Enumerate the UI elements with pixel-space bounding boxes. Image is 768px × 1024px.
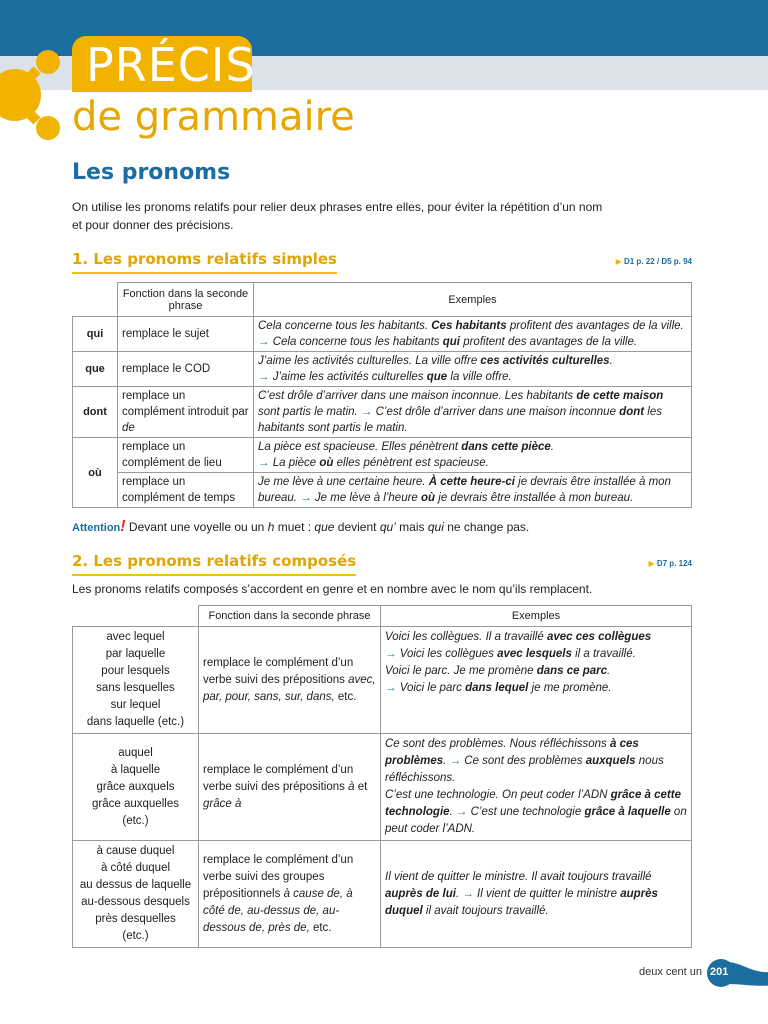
table-row — [73, 734, 692, 841]
page-number: 201 — [710, 966, 729, 978]
arrow-icon: → — [455, 806, 468, 818]
intro-line-1: On utilise les pronoms relatifs pour relier deux phrases entre elles, pour éviter la répétition d’un nom — [72, 200, 603, 214]
arrow-icon: → — [258, 457, 270, 469]
part1-title: 1. Les pronoms relatifs simples — [72, 250, 337, 274]
pronoun-cell: que — [73, 352, 118, 387]
example-cell: Je me lève à une certaine heure. À cette heure-ci je devrais être installée à mon bureau. → Je me lève à l’heure où je devrais être installée à mon bureau. — [254, 473, 692, 508]
table-row — [73, 438, 692, 473]
attention-label: Attention — [72, 522, 121, 534]
table-header-row — [73, 606, 692, 627]
empty-corner — [73, 283, 118, 317]
arrow-icon: → — [300, 492, 312, 504]
attention-note: Attention! Devant une voyelle ou un h muet : que devient qu’ mais qui ne change pas. — [72, 518, 530, 535]
function-cell: remplace le complément d’un verbe suivi des prépositions avec, par, pour, sans, sur, dans, etc. — [199, 627, 381, 734]
pronoun-cell: où — [73, 438, 118, 508]
table-header-row — [73, 283, 692, 317]
table-row — [73, 387, 692, 438]
arrow-icon: → — [449, 755, 462, 767]
arrow-icon: → — [385, 682, 397, 694]
example-cell: Ce sont des problèmes. Nous réfléchissons à ces problèmes. → Ce sont des problèmes auxquels nous réfléchissons. C’est une technologie. On peut coder l’ADN grâce à cette technologie. → C’est une technologie grâce à laquelle on peut coder l’ADN. — [381, 734, 692, 841]
col-func-header: Fonction dans la seconde phrase — [199, 606, 381, 627]
table-row — [73, 317, 692, 352]
simple-pronouns-table — [72, 282, 692, 508]
function-cell: remplace le COD — [118, 352, 254, 387]
exclamation-icon: ! — [120, 518, 126, 535]
part2-intro: Les pronoms relatifs composés s’accordent en genre et en nombre avec le nom qu’ils remplacent. — [72, 582, 593, 596]
page-subtitle: de grammaire — [72, 94, 355, 140]
intro-paragraph — [72, 198, 672, 234]
function-cell: remplace un complément de lieu — [118, 438, 254, 473]
section-heading: Les pronoms — [72, 160, 231, 185]
col-examples-header: Exemples — [254, 283, 692, 317]
pronoun-list-cell: auquel à laquelle grâce auxquels grâce auxquelles (etc.) — [73, 734, 199, 841]
col-func-header: Fonction dans la seconde phrase — [118, 283, 254, 317]
molecule-decoration-icon — [0, 40, 70, 150]
function-cell: remplace un complément de temps — [118, 473, 254, 508]
function-cell: remplace le sujet — [118, 317, 254, 352]
table-row — [73, 473, 692, 508]
function-cell: remplace le complément d’un verbe suivi des prépositions à et grâce à — [199, 734, 381, 841]
triangle-icon: ▶ — [648, 559, 655, 568]
page-title: PRÉCIS — [86, 38, 256, 92]
example-cell: C’est drôle d’arriver dans une maison inconnue. Les habitants de cette maison sont partis le matin. → C’est drôle d’arriver dans une maison inconnue dont les habitants sont partis le matin. — [254, 387, 692, 438]
col-examples-header: Exemples — [381, 606, 692, 627]
arrow-icon: → — [258, 371, 270, 383]
part1-ref-text: D1 p. 22 / D5 p. 94 — [623, 257, 692, 266]
table-row — [73, 841, 692, 948]
triangle-icon: ▶ — [615, 257, 622, 266]
part1-reference[interactable] — [616, 257, 692, 266]
arrow-icon: → — [360, 406, 373, 418]
example-cell: Voici les collègues. Il a travaillé avec ces collègues → Voici les collègues avec lesquels il a travaillé. Voici le parc. Je me promène dans ce parc. → Voici le parc dans lequel je me promène. — [381, 627, 692, 734]
page-number-words: deux cent un — [639, 966, 702, 978]
empty-corner — [73, 606, 199, 627]
function-cell: remplace le complément d’un verbe suivi des groupes prépositionnels à cause de, à côté de, au-dessus de, au-dessous de, près de, etc. — [199, 841, 381, 948]
arrow-icon: → — [258, 336, 270, 348]
example-cell: Il vient de quitter le ministre. Il avait toujours travaillé auprès de lui. → Il vient de quitter le ministre auprès duquel il avait toujours travaillé. — [381, 841, 692, 948]
pronoun-cell: dont — [73, 387, 118, 438]
pronoun-list-cell: à cause duquel à côté duquel au dessus de laquelle au-dessous desquels près desquelles (etc.) — [73, 841, 199, 948]
arrow-icon: → — [385, 648, 397, 660]
example-cell: J’aime les activités culturelles. La ville offre ces activités culturelles. → J’aime les activités culturelles que la ville offre. — [254, 352, 692, 387]
example-cell: Cela concerne tous les habitants. Ces habitants profitent des avantages de la ville. → Cela concerne tous les habitants qui profitent des avantages de la ville. — [254, 317, 692, 352]
part2-ref-text: D7 p. 124 — [656, 559, 692, 568]
part2-title: 2. Les pronoms relatifs composés — [72, 552, 356, 576]
pronoun-list-cell: avec lequel par laquelle pour lesquels sans lesquelles sur lequel dans laquelle (etc.) — [73, 627, 199, 734]
example-cell: La pièce est spacieuse. Elles pénètrent dans cette pièce. → La pièce où elles pénètrent est spacieuse. — [254, 438, 692, 473]
function-cell: remplace un complément introduit par de — [118, 387, 254, 438]
table-row — [73, 352, 692, 387]
table-row — [73, 627, 692, 734]
pronoun-cell: qui — [73, 317, 118, 352]
arrow-icon: → — [462, 887, 474, 900]
compound-pronouns-table — [72, 605, 692, 948]
intro-line-2: et pour donner des précisions. — [72, 218, 234, 232]
part2-reference[interactable] — [648, 559, 692, 568]
